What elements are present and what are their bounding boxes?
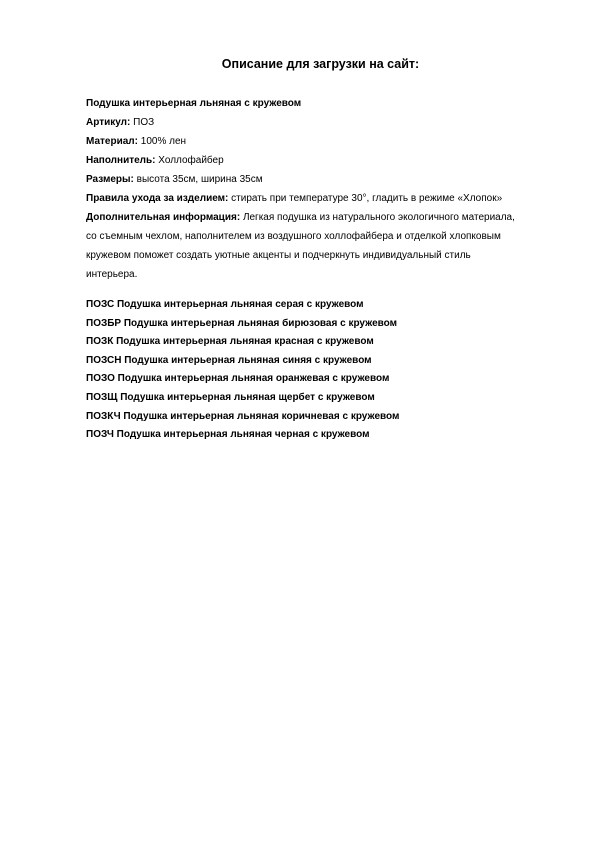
product-name: Подушка интерьерная льняная с кружевом	[86, 98, 302, 109]
variant-list	[86, 296, 556, 445]
field-extra-line-4: интерьера.	[86, 269, 138, 280]
variant-item: ПОЗЩ Подушка интерьерная льняная щербет с кружевом	[86, 391, 375, 403]
variant-item: ПОЗСН Подушка интерьерная льняная синяя с кружевом	[86, 354, 372, 366]
field-value: высота 35см, ширина 35см	[136, 174, 263, 185]
variant-item: ПОЗБР Подушка интерьерная льняная бирюзовая с кружевом	[86, 317, 398, 329]
field-extra-line-2: со съемным чехлом, наполнителем из воздушного холлофайбера и отделкой хлопковым	[86, 231, 501, 242]
product-description	[86, 94, 556, 284]
variant-item: ПОЗКЧ Подушка интерьерная льняная коричневая с кружевом	[86, 410, 400, 422]
variant-item: ПОЗЧ Подушка интерьерная льняная черная с кружевом	[86, 429, 370, 441]
field-label: Наполнитель:	[86, 155, 156, 166]
field-value: стирать при температуре 30°, гладить в режиме «Хлопок»	[231, 193, 503, 204]
field-label: Правила ухода за изделием:	[86, 193, 229, 204]
field-care	[86, 189, 556, 208]
variant-item: ПОЗС Подушка интерьерная льняная серая с кружевом	[86, 299, 364, 310]
field-article	[86, 113, 556, 132]
field-label: Артикул:	[86, 117, 131, 128]
field-material	[86, 132, 556, 151]
field-value-line: Легкая подушка из натурального экологичного материала,	[242, 212, 515, 223]
field-label: Размеры:	[86, 174, 134, 185]
field-filler	[86, 151, 556, 170]
field-label: Материал:	[86, 136, 138, 147]
field-value: ПОЗ	[133, 117, 155, 128]
field-extra-line-3: кружевом поможет создать уютные акценты и подчеркнуть индивидуальный стиль	[86, 250, 471, 261]
variant-item: ПОЗК Подушка интерьерная льняная красная с кружевом	[86, 336, 374, 348]
field-value: Холлофайбер	[158, 155, 224, 166]
field-label: Дополнительная информация:	[86, 212, 241, 223]
field-sizes	[86, 170, 556, 189]
field-extra	[86, 208, 556, 227]
variant-item: ПОЗО Подушка интерьерная льняная оранжевая с кружевом	[86, 373, 390, 385]
field-value: 100% лен	[140, 136, 187, 147]
document-title: Описание для загрузки на сайт:	[221, 57, 420, 71]
